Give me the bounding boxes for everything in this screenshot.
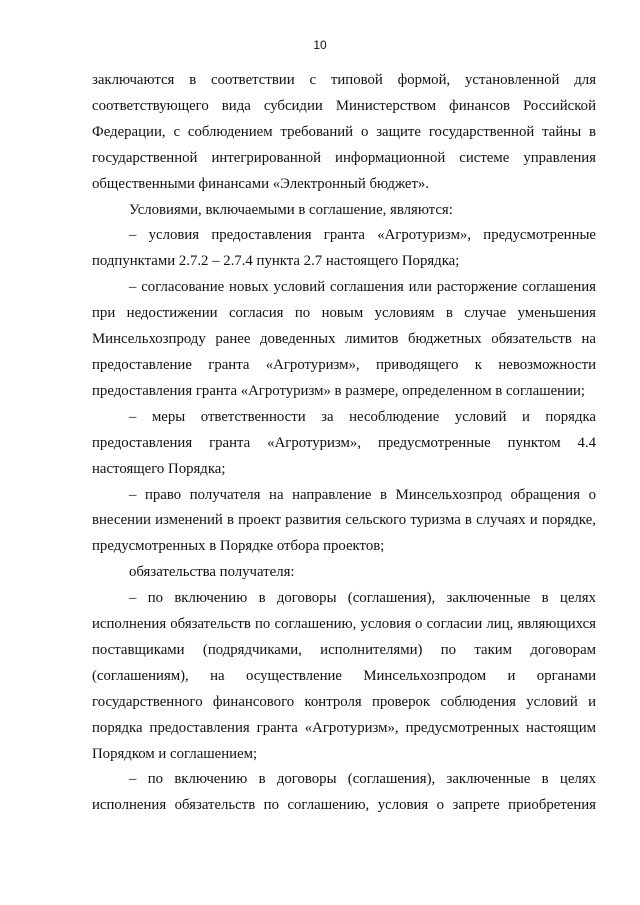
- paragraph-conditions-intro: Условиями, включаемыми в соглашение, являются:: [129, 201, 453, 218]
- paragraph-prohibition-condition: – по включению в договоры (соглашения), заключенные в целях исполнения обязательств по соглашению, условия о запрете приобретения: [92, 771, 596, 814]
- paragraph-agreement-changes: – согласование новых условий соглашения или расторжение соглашения при недостижении согласия по новым условиям в случае уменьшения Минсельхозпроду ранее доведенных лимитов бюджетных обязательств на предоставление гранта «Агротуризм», приводящего к невозможности предоставления гранта «Агротуризм» в размере, определенном в соглашении;: [92, 279, 596, 399]
- paragraph-responsibility-measures: – меры ответственности за несоблюдение условий и порядка предоставления гранта «Агротуризм», предусмотренные пунктом 4.4 настоящего Порядка;: [92, 408, 596, 477]
- paragraph-grant-conditions: – условия предоставления гранта «Агротуризм», предусмотренные подпунктами 2.7.2 – 2.7.4 пункта 2.7 настоящего Порядка;: [92, 227, 596, 270]
- page-number: 10: [313, 38, 327, 52]
- paragraph-recipient-right: – право получателя на направление в Минсельхозпрод обращения о внесении изменений в проект развития сельского туризма в случаях и порядке, предусмотренных в Порядке отбора проектов;: [92, 486, 596, 555]
- paragraph-consent-condition: – по включению в договоры (соглашения), заключенные в целях исполнения обязательств по соглашению, условия о согласии лиц, являющихся поставщиками (подрядчиками, исполнителями) по таким договорам (соглашениям), на осуществление Минсельхозпродом и органами государственного финансового контроля проверок соблюдения условий и порядка предоставления гранта «Агротуризм», предусмотренных настоящим Порядком и соглашением;: [92, 590, 596, 762]
- document-body: [92, 68, 596, 819]
- paragraph-continuation: заключаются в соответствии с типовой формой, установленной для соответствующего вида субсидии Министерством финансов Российской Федерации, с соблюдением требований о защите государственной тайны в государственной интегрированной информационной системе управления общественными финансами «Электронный бюджет».: [92, 72, 596, 192]
- paragraph-recipient-obligations: обязательства получателя:: [129, 564, 295, 581]
